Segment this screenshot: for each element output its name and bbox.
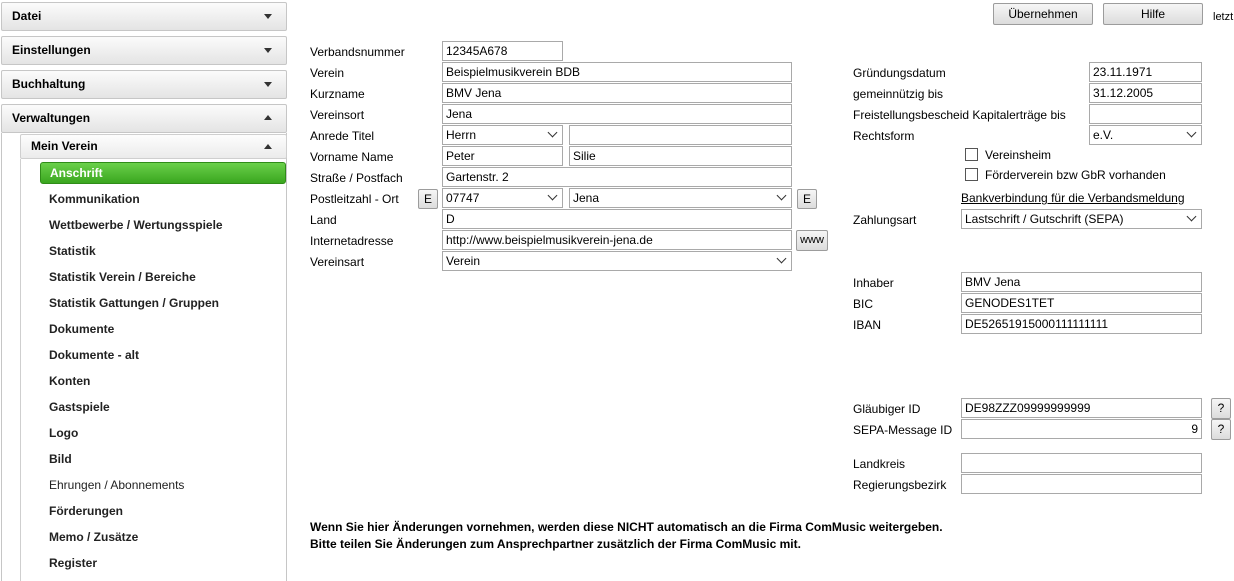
plz-ort-label: Postleitzahl - Ort: [310, 192, 399, 206]
nav-item-konten[interactable]: Konten: [49, 374, 91, 388]
nav-item-kommunikation[interactable]: Kommunikation: [49, 192, 140, 206]
plz-select[interactable]: [442, 188, 563, 208]
anrede-label: Anrede Titel: [310, 129, 375, 143]
nav-item-wettbewerbe[interactable]: Wettbewerbe / Wertungsspiele: [49, 218, 223, 232]
bic-label: BIC: [853, 297, 874, 311]
nav-item-dokumente[interactable]: Dokumente: [49, 322, 115, 336]
vereinsart-value: Verein: [446, 254, 481, 268]
ort-value: Jena: [573, 191, 600, 205]
nav-item-dokumente-alt[interactable]: Dokumente - alt: [49, 348, 140, 362]
sepa-field[interactable]: [961, 419, 1202, 439]
menu-section-verwaltungen[interactable]: [1, 104, 287, 133]
nav-item-register[interactable]: Register: [49, 556, 98, 570]
ort-edit-button[interactable]: E: [797, 189, 817, 209]
freistellung-field[interactable]: [1089, 104, 1202, 124]
chevron-down-icon: [777, 254, 787, 264]
anrede-select[interactable]: [442, 125, 563, 145]
nav-item-anschrift[interactable]: Anschrift: [40, 162, 286, 184]
section-label: Einstellungen: [12, 43, 91, 57]
chevron-down-icon: [777, 191, 787, 201]
inhaber-field[interactable]: [961, 272, 1202, 292]
submenu-mein-verein[interactable]: [20, 134, 287, 159]
kurzname-label: Kurzname: [310, 87, 365, 101]
glaeubiger-label: Gläubiger ID: [853, 402, 921, 416]
help-button[interactable]: Hilfe: [1103, 3, 1203, 25]
chevron-down-icon: [548, 191, 558, 201]
nav-item-logo[interactable]: Logo: [49, 426, 79, 440]
iban-field[interactable]: [961, 314, 1202, 334]
verein-field[interactable]: [442, 62, 792, 82]
land-label: Land: [310, 213, 337, 227]
land-field[interactable]: [442, 209, 792, 229]
strasse-label: Straße / Postfach: [310, 171, 403, 185]
chevron-down-icon: [264, 14, 272, 19]
vereinsort-label: Vereinsort: [310, 108, 365, 122]
gemeinnuetzig-field[interactable]: [1089, 83, 1202, 103]
vorname-field[interactable]: [442, 146, 563, 166]
verbandsnummer-label: Verbandsnummer: [310, 45, 405, 59]
nav-item-ehrungen[interactable]: Ehrungen / Abonnements: [49, 478, 185, 492]
inhaber-label: Inhaber: [853, 276, 894, 290]
gemeinnuetzig-label: gemeinnützig bis: [853, 87, 944, 101]
strasse-field[interactable]: [442, 167, 792, 187]
section-label: Buchhaltung: [12, 77, 86, 91]
open-website-button[interactable]: www: [796, 230, 828, 251]
nav-item-statistik-gattungen[interactable]: Statistik Gattungen / Gruppen: [49, 296, 220, 310]
chevron-down-icon: [1187, 212, 1197, 222]
notice-line-1: Wenn Sie hier Änderungen vornehmen, werden diese NICHT automatisch an die Firma ComMusic weitergeben.: [310, 520, 943, 534]
plz-value: 07747: [446, 191, 480, 205]
foerderverein-label: Förderverein bzw GbR vorhanden: [985, 168, 1166, 182]
landkreis-label: Landkreis: [853, 457, 906, 471]
submenu-label: Mein Verein: [31, 139, 98, 153]
ort-select[interactable]: [569, 188, 792, 208]
nav-item-bild[interactable]: Bild: [49, 452, 72, 466]
internet-label: Internetadresse: [310, 234, 394, 248]
sepa-label: SEPA-Message ID: [853, 423, 953, 437]
foerderverein-checkbox[interactable]: [965, 168, 978, 181]
iban-label: IBAN: [853, 318, 882, 332]
gruendung-label: Gründungsdatum: [853, 66, 946, 80]
vereinsheim-checkbox[interactable]: [965, 148, 978, 161]
internet-field[interactable]: [442, 230, 792, 250]
menu-section-buchhaltung[interactable]: [1, 70, 287, 99]
plz-edit-button[interactable]: E: [418, 189, 438, 209]
kurzname-field[interactable]: [442, 83, 792, 103]
landkreis-field[interactable]: [961, 453, 1202, 473]
menu-section-datei[interactable]: [1, 2, 287, 31]
rechtsform-label: Rechtsform: [853, 129, 915, 143]
section-label: Datei: [12, 9, 42, 23]
rechtsform-select[interactable]: [1089, 125, 1202, 145]
sepa-help-button[interactable]: ?: [1211, 419, 1231, 440]
nav-item-gastspiele[interactable]: Gastspiele: [49, 400, 110, 414]
verein-label: Verein: [310, 66, 345, 80]
apply-button[interactable]: Übernehmen: [993, 3, 1093, 25]
bic-field[interactable]: [961, 293, 1202, 313]
vereinsart-select[interactable]: [442, 251, 792, 271]
chevron-up-icon: [264, 144, 272, 149]
vereinsheim-label: Vereinsheim: [985, 148, 1052, 162]
gruendung-field[interactable]: [1089, 62, 1202, 82]
chevron-down-icon: [264, 48, 272, 53]
bankverbindung-link[interactable]: Bankverbindung für die Verbandsmeldung: [961, 191, 1185, 205]
zahlungsart-label: Zahlungsart: [853, 213, 917, 227]
vereinsart-label: Vereinsart: [310, 255, 365, 269]
chevron-down-icon: [548, 128, 558, 138]
glaeubiger-help-button[interactable]: ?: [1211, 398, 1231, 419]
truncated-label: letzt: [1213, 11, 1234, 23]
anrede-value: Herrn: [446, 128, 477, 142]
nachname-field[interactable]: [569, 146, 792, 166]
rechtsform-value: e.V.: [1093, 128, 1114, 142]
zahlungsart-select[interactable]: [961, 209, 1202, 229]
notice-line-2: Bitte teilen Sie Änderungen zum Ansprechpartner zusätzlich der Firma ComMusic mit.: [310, 537, 801, 551]
nav-item-statistik[interactable]: Statistik: [49, 244, 96, 258]
chevron-up-icon: [264, 115, 272, 120]
zahlungsart-value: Lastschrift / Gutschrift (SEPA): [965, 212, 1124, 226]
vereinsort-field[interactable]: [442, 104, 792, 124]
nav-item-statistik-verein[interactable]: Statistik Verein / Bereiche: [49, 270, 196, 284]
regierungsbezirk-field[interactable]: [961, 474, 1202, 494]
nav-item-foerderungen[interactable]: Förderungen: [49, 504, 123, 518]
titel-field[interactable]: [569, 125, 792, 145]
chevron-down-icon: [1187, 128, 1197, 138]
regierungsbezirk-label: Regierungsbezirk: [853, 478, 947, 492]
freistellung-label: Freistellungsbescheid Kapitalerträge bis: [853, 108, 1066, 122]
section-label: Verwaltungen: [12, 111, 91, 125]
menu-section-einstellungen[interactable]: [1, 36, 287, 65]
name-label: Vorname Name: [310, 150, 394, 164]
verbandsnummer-field[interactable]: [442, 41, 563, 61]
nav-item-memo[interactable]: Memo / Zusätze: [49, 530, 139, 544]
chevron-down-icon: [264, 82, 272, 87]
glaeubiger-field[interactable]: [961, 398, 1202, 418]
